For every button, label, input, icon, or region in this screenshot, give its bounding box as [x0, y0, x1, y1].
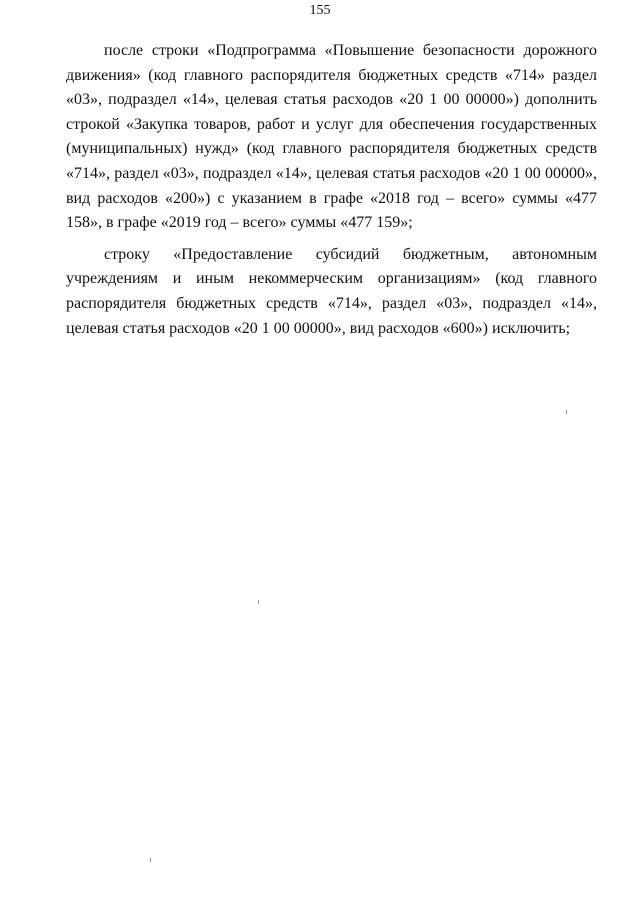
- scan-speck: [258, 600, 259, 604]
- page-number: 155: [309, 3, 331, 18]
- scan-speck: [566, 410, 567, 414]
- document-body: [66, 39, 597, 341]
- paragraph-add-row: после строки «Подпрограмма «Повышение безопасности дорожного движения» (код главного распорядителя бюджетных средств «714» раздел «03», подраздел «14», целевая статья расходов «20 1 00 00000») дополнить строкой «Закупка товаров, работ и услуг для обеспечения государственных (муниципальных) нужд» (код главного распорядителя бюджетных средств «714», раздел «03», подраздел «14», целевая статья расходов «20 1 00 00000», вид расходов «200») с указанием в графе «2018 год – всего» суммы «477 158», в графе «2019 год – всего» суммы «477 159»;: [66, 42, 597, 232]
- scan-speck: [150, 858, 151, 862]
- paragraph-remove-row: строку «Предоставление субсидий бюджетным, автономным учреждениям и иным некоммерческим организациям» (код главного распорядителя бюджетных средств «714», раздел «03», подраздел «14», целевая статья расходов «20 1 00 00000», вид расходов «600») исключить;: [66, 245, 597, 337]
